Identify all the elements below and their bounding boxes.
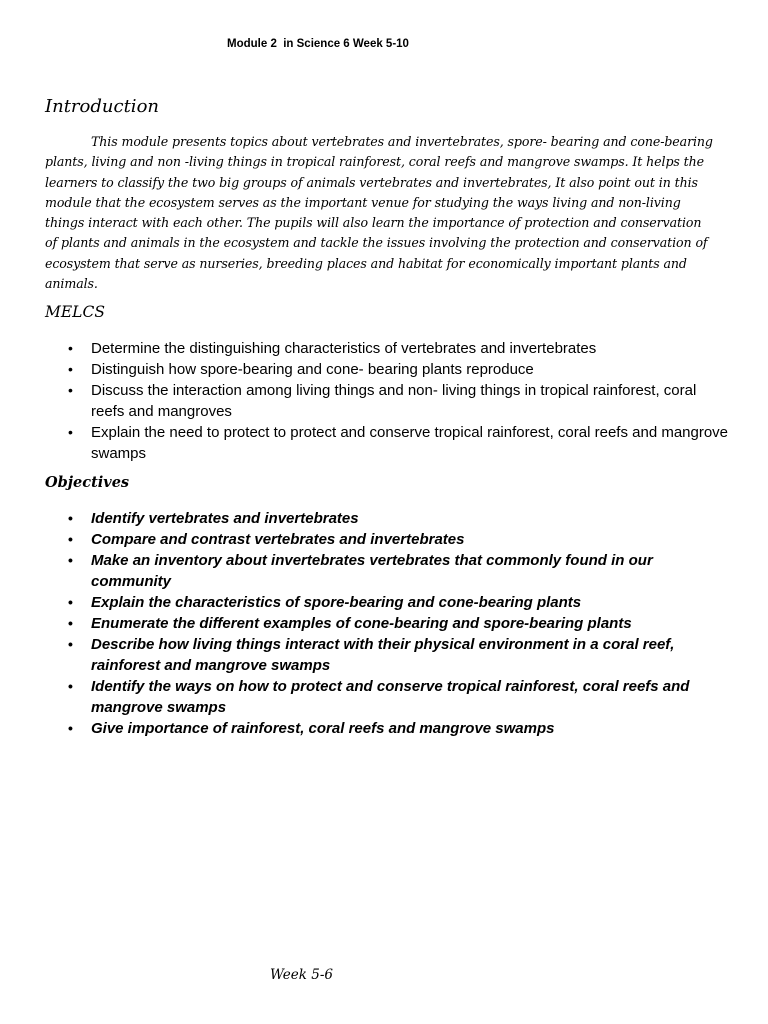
melcs-item: • Distinguish how spore-bearing and cone- bearing plants reproduce bbox=[91, 359, 731, 380]
objective-item: • Identify vertebrates and invertebrates bbox=[91, 508, 731, 529]
objective-item: • Explain the characteristics of spore-bearing and cone-bearing plants bbox=[91, 592, 731, 613]
introduction-paragraph: This module presents topics about vertebrates and invertebrates, spore- bearing and cone-bearing plants, living and non -living things in tropical rainforest, coral reefs and mangrove swamps. It helps the learners to classify the two big groups of animals vertebrates and invertebrates, It also point out in this module that the ecosystem serves as the important venue for studying the ways living and non-living things interact with each other. The pupils will also learn the importance of protection and conservation of plants and animals in the ecosystem and tackle the issues involving the protection and conservation of ecosystem that serve as nurseries, breeding places and habitat for economically important plants and animals. bbox=[45, 134, 713, 292]
page-footer: Week 5-6 bbox=[270, 967, 333, 983]
introduction-heading: Introduction bbox=[45, 96, 159, 117]
melcs-item: • Determine the distinguishing characteristics of vertebrates and invertebrates bbox=[91, 338, 731, 359]
objectives-heading: Objectives bbox=[45, 474, 130, 491]
objective-item: • Identify the ways on how to protect and conserve tropical rainforest, coral reefs and mangrove swamps bbox=[91, 676, 731, 718]
objective-item: • Enumerate the different examples of cone-bearing and spore-bearing plants bbox=[91, 613, 731, 634]
objective-item: • Make an inventory about invertebrates vertebrates that commonly found in our community bbox=[91, 550, 731, 592]
objectives-list bbox=[91, 508, 731, 739]
page-header: Module 2 in Science 6 Week 5-10 bbox=[227, 38, 409, 50]
melcs-list bbox=[91, 338, 731, 464]
melcs-heading: MELCS bbox=[45, 303, 105, 321]
melcs-item: • Discuss the interaction among living things and non- living things in tropical rainforest, coral reefs and mangroves bbox=[91, 380, 731, 422]
objective-item: • Describe how living things interact with their physical environment in a coral reef, rainforest and mangrove swamps bbox=[91, 634, 731, 676]
objective-item: • Compare and contrast vertebrates and invertebrates bbox=[91, 529, 731, 550]
melcs-item: • Explain the need to protect to protect and conserve tropical rainforest, coral reefs and mangrove swamps bbox=[91, 422, 731, 464]
objective-item: • Give importance of rainforest, coral reefs and mangrove swamps bbox=[91, 718, 731, 739]
